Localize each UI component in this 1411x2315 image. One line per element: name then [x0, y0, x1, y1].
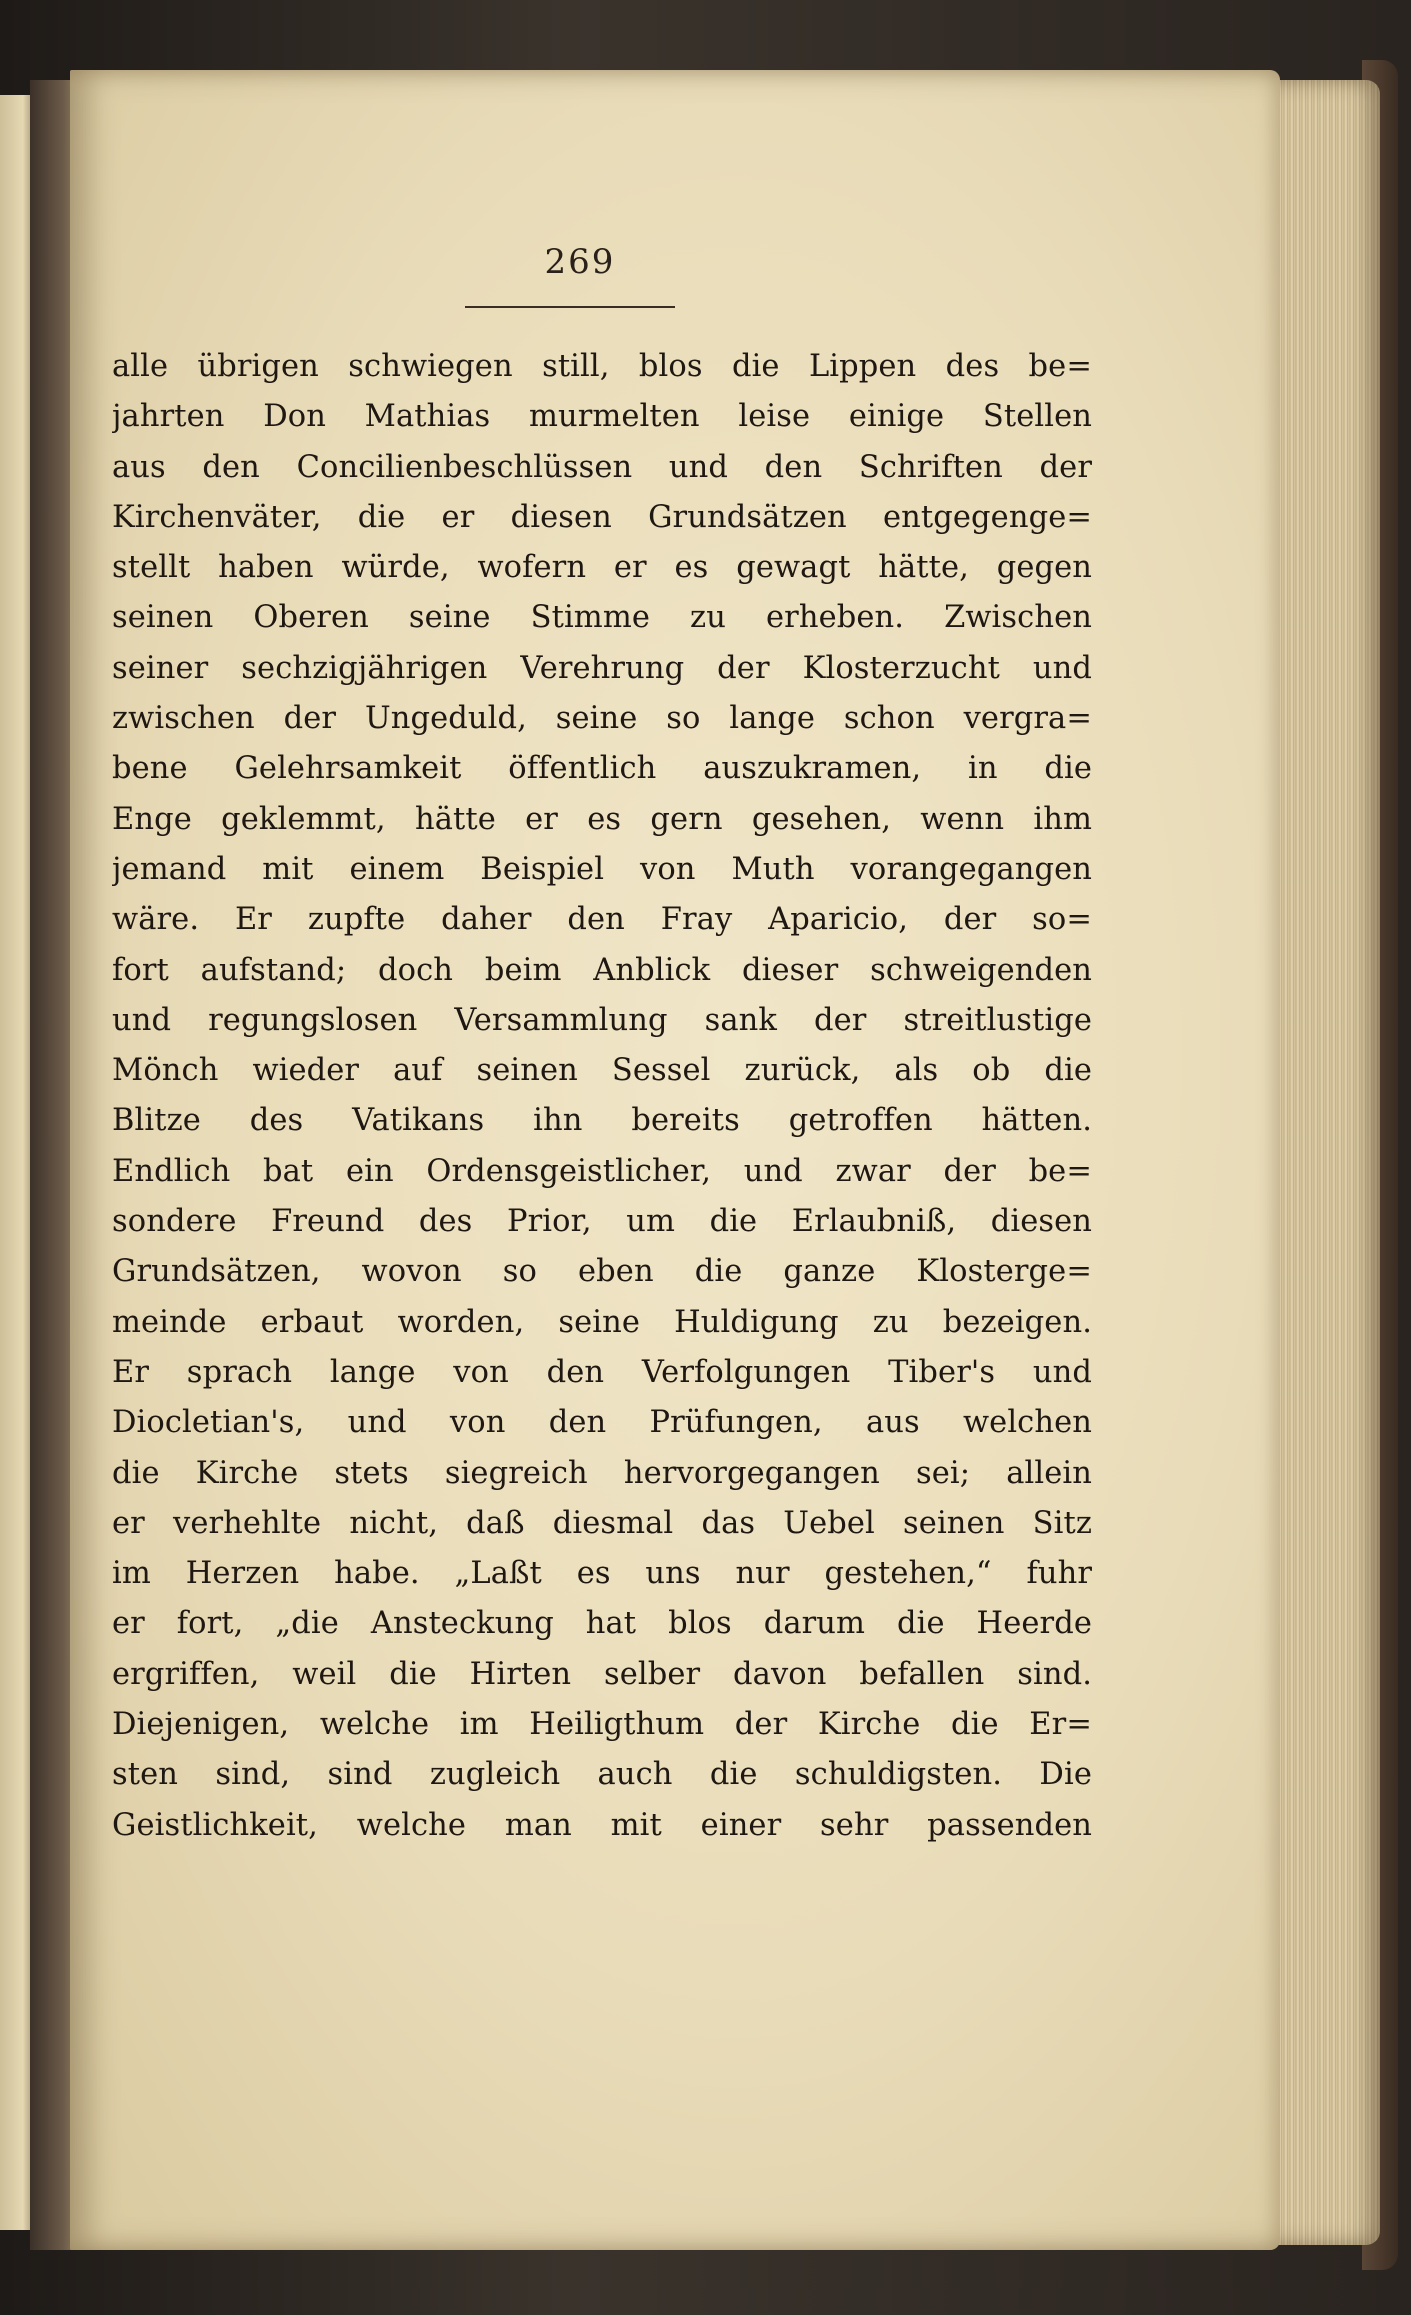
- text-line: Endlich bat ein Ordensgeistlicher, und zwar der be=: [112, 1153, 1092, 1189]
- text-line: Geistlichkeit, welche man mit einer sehr passenden: [112, 1807, 1092, 1843]
- text-line: jahrten Don Mathias murmelten leise einige Stellen: [112, 399, 1092, 435]
- text-line: ergriffen, weil die Hirten selber davon befallen sind.: [112, 1656, 1092, 1692]
- text-line: Er sprach lange von den Verfolgungen Tiber's und: [112, 1354, 1092, 1390]
- text-line: stellt haben würde, wofern er es gewagt hätte, gegen: [112, 550, 1092, 586]
- text-line: zwischen der Ungeduld, seine so lange schon vergra=: [112, 701, 1092, 737]
- text-line: Mönch wieder auf seinen Sessel zurück, als ob die: [112, 1053, 1092, 1089]
- text-line: sten sind, sind zugleich auch die schuldigsten. Die: [112, 1757, 1092, 1793]
- text-line: im Herzen habe. „Laßt es uns nur gestehen,“ fuhr: [112, 1556, 1092, 1592]
- page-number: 269: [544, 242, 616, 282]
- text-line: fort aufstand; doch beim Anblick dieser schweigenden: [112, 952, 1092, 988]
- text-line: und regungslosen Versammlung sank der streitlustige: [112, 1002, 1092, 1038]
- text-line: er fort, „die Ansteckung hat blos darum die Heerde: [112, 1606, 1092, 1642]
- text-line: sondere Freund des Prior, um die Erlaubniß, diesen: [112, 1204, 1092, 1240]
- text-line: Enge geklemmt, hätte er es gern gesehen, wenn ihm: [112, 801, 1092, 837]
- text-line: seinen Oberen seine Stimme zu erheben. Zwischen: [112, 600, 1092, 636]
- text-line: jemand mit einem Beispiel von Muth vorangegangen: [112, 851, 1092, 887]
- text-line: wäre. Er zupfte daher den Fray Aparicio, der so=: [112, 902, 1092, 938]
- text-line: die Kirche stets siegreich hervorgegangen sei; allein: [112, 1455, 1092, 1491]
- text-line: Diejenigen, welche im Heiligthum der Kirche die Er=: [112, 1707, 1092, 1743]
- text-line: meinde erbaut worden, seine Huldigung zu bezeigen.: [112, 1304, 1092, 1340]
- text-line: bene Gelehrsamkeit öffentlich auszukramen, in die: [112, 751, 1092, 787]
- text-line: Kirchenväter, die er diesen Grundsätzen entgegenge=: [112, 499, 1092, 535]
- text-line: er verhehlte nicht, daß diesmal das Uebel seinen Sitz: [112, 1505, 1092, 1541]
- text-line: alle übrigen schwiegen still, blos die Lippen des be=: [112, 349, 1092, 384]
- text-line: seiner sechzigjährigen Verehrung der Klosterzucht und: [112, 650, 1092, 686]
- text-line: Diocletian's, und von den Prüfungen, aus welchen: [112, 1405, 1092, 1441]
- text-line: Blitze des Vatikans ihn bereits getroffen hätten.: [112, 1103, 1092, 1139]
- header-rule: [465, 306, 675, 308]
- text-line: aus den Concilienbeschlüssen und den Schriften der: [112, 449, 1092, 485]
- text-line: Grundsätzen, wovon so eben die ganze Klosterge=: [112, 1254, 1092, 1290]
- body-text: [112, 342, 1092, 1952]
